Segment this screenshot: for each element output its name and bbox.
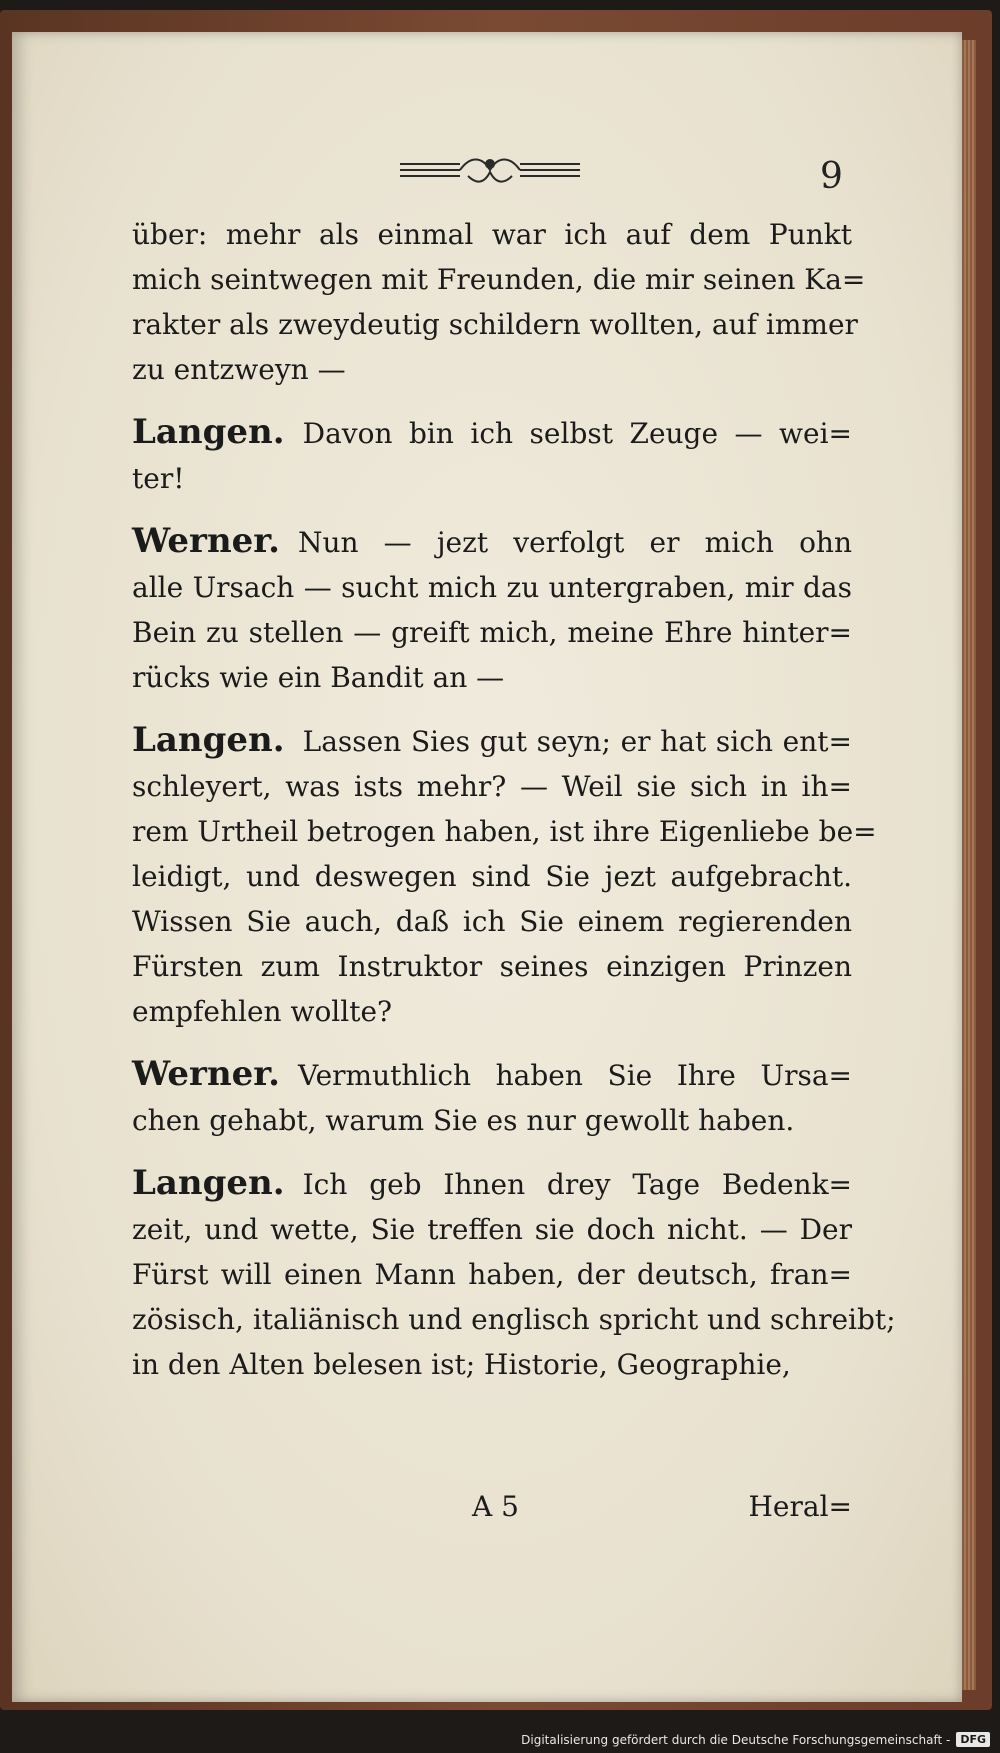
text-line [132, 718, 852, 764]
line-text: rem Urtheil betrogen haben, ist ihre Eigenliebe be= [132, 815, 877, 848]
text-line [132, 655, 852, 700]
signature-mark: A 5 [472, 1490, 519, 1523]
digitization-credit [521, 1732, 990, 1747]
speaker-name: Werner. [132, 1054, 280, 1094]
line-text: mich seintwegen mit Freunden, die mir seinen Ka= [132, 263, 866, 296]
line-text: Vermuthlich haben Sie Ihre Ursa= [297, 1059, 852, 1092]
line-text: zu entzweyn — [132, 353, 346, 386]
line-text: Fürsten zum Instruktor seines einzigen Prinzen [132, 950, 852, 983]
line-text: über: mehr als einmal war ich auf dem Punkt [132, 218, 852, 251]
line-text: leidigt, und deswegen sind Sie jezt aufgebracht. [132, 860, 852, 893]
line-text: Nun — jezt verfolgt er mich ohn [297, 526, 852, 559]
paragraph [132, 1052, 852, 1143]
text-line [132, 565, 852, 610]
line-text: in den Alten belesen ist; Historie, Geographie, [132, 1348, 791, 1381]
text-line [132, 212, 852, 257]
line-text: Davon bin ich selbst Zeuge — wei= [302, 417, 852, 450]
text-line [132, 1252, 852, 1297]
line-text: Wissen Sie auch, daß ich Sie einem regierenden [132, 905, 852, 938]
text-line [132, 1098, 852, 1143]
line-text: alle Ursach — sucht mich zu untergraben, mir das [132, 571, 852, 604]
text-line [132, 410, 852, 456]
paragraph [132, 718, 877, 1034]
text-line [132, 809, 877, 854]
page-edge [962, 40, 976, 1690]
text-line [132, 302, 858, 347]
line-text: Bein zu stellen — greift mich, meine Ehre hinter= [132, 616, 852, 649]
speaker-name: Langen. [132, 1163, 285, 1203]
line-text: zösisch, italiänisch und englisch spricht und schreibt; [132, 1303, 896, 1336]
paragraph [132, 1161, 896, 1387]
text-line [132, 989, 852, 1034]
speaker-name: Werner. [132, 521, 280, 561]
text-line [132, 347, 852, 392]
line-text: zeit, und wette, Sie treffen sie doch nicht. — Der [132, 1213, 852, 1246]
line-text: Ich geb Ihnen drey Tage Bedenk= [302, 1168, 852, 1201]
text-line [132, 1297, 896, 1342]
page-text [132, 212, 896, 1387]
text-line [132, 1161, 852, 1207]
text-line [132, 1207, 852, 1252]
text-line [132, 764, 852, 809]
line-text: schleyert, was ists mehr? — Weil sie sich in ih= [132, 770, 852, 803]
line-text: chen gehabt, warum Sie es nur gewollt haben. [132, 1104, 795, 1137]
text-line [132, 456, 852, 501]
text-line [132, 1052, 852, 1098]
page-number: 9 [820, 156, 843, 197]
text-line [132, 854, 852, 899]
credit-text: Digitalisierung gefördert durch die Deutsche Forschungsgemeinschaft - [521, 1732, 951, 1747]
text-line [132, 899, 852, 944]
line-text: Fürst will einen Mann haben, der deutsch, fran= [132, 1258, 852, 1291]
page-footer [132, 1490, 852, 1535]
paragraph [132, 519, 852, 700]
text-line [132, 1342, 852, 1387]
catchword: Heral= [748, 1490, 852, 1523]
line-text: empfehlen wollte? [132, 995, 393, 1028]
text-line [132, 519, 852, 565]
dfg-logo-icon: DFG [956, 1732, 990, 1747]
paragraph [132, 212, 866, 392]
line-text: rücks wie ein Bandit an — [132, 661, 505, 694]
text-line [132, 257, 866, 302]
ornament-icon [400, 150, 580, 190]
line-text: rakter als zweydeutig schildern wollten, auf immer [132, 308, 858, 341]
text-line [132, 944, 852, 989]
line-text: Lassen Sies gut seyn; er hat sich ent= [302, 725, 852, 758]
speaker-name: Langen. [132, 412, 285, 452]
line-text: ter! [132, 462, 185, 495]
paragraph [132, 410, 852, 501]
speaker-name: Langen. [132, 720, 285, 760]
text-line [132, 610, 852, 655]
